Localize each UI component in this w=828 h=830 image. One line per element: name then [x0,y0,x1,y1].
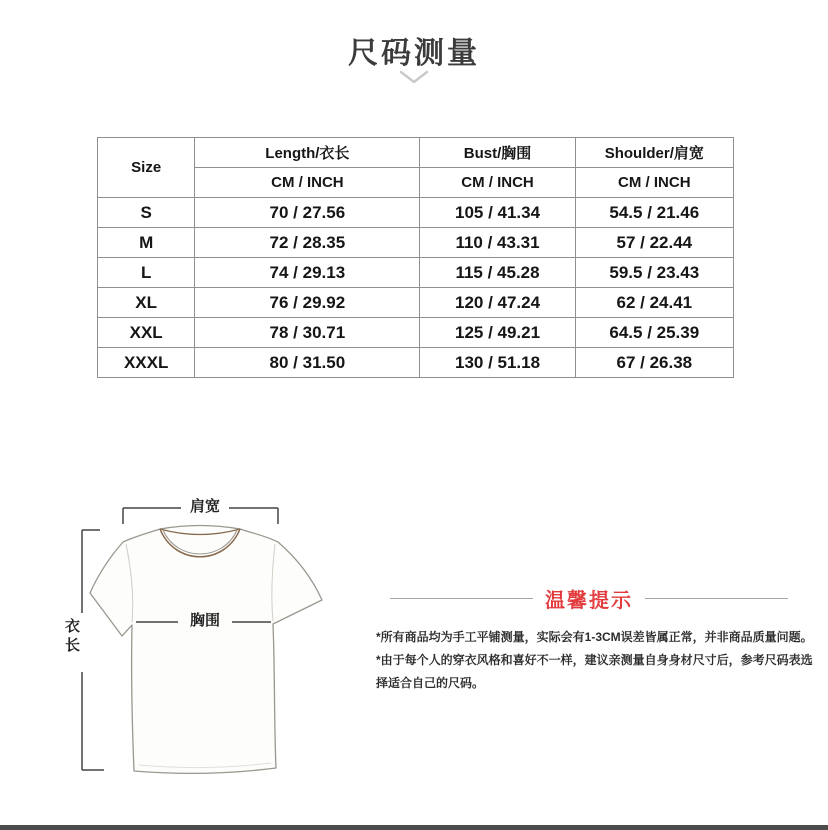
shoulder-cell: 67 / 26.38 [575,348,733,378]
tshirt-outline [90,526,322,774]
bust-cell: 120 / 47.24 [420,288,575,318]
page-title: 尺码测量 [348,37,480,70]
unit-header-length: CM / INCH [195,168,420,198]
size-cell: XXXL [98,348,195,378]
shoulder-cell: 64.5 / 25.39 [575,318,733,348]
size-cell: L [98,258,195,288]
bust-cell: 110 / 43.31 [420,228,575,258]
tip-item: *所有商品均为手工平铺测量，实际会有1-3CM误差皆属正常，并非商品质量问题。 [376,630,813,644]
size-cell: M [98,228,195,258]
bust-cell: 125 / 49.21 [420,318,575,348]
length-cell: 70 / 27.56 [195,198,420,228]
shoulder-cell: 59.5 / 23.43 [575,258,733,288]
length-cell: 74 / 29.13 [195,258,420,288]
unit-header-shoulder: CM / INCH [575,168,733,198]
tips-body [376,626,816,695]
length-cell: 80 / 31.50 [195,348,420,378]
tips-header [390,584,788,613]
unit-header-bust: CM / INCH [420,168,575,198]
length-cell: 72 / 28.35 [195,228,420,258]
table-row [98,258,734,288]
size-cell: XXL [98,318,195,348]
size-cell: XL [98,288,195,318]
tshirt-illustration [60,470,380,805]
col-header-bust: Bust/胸围 [420,138,575,168]
table-row [98,348,734,378]
col-header-size: Size [98,138,195,198]
length-cell: 78 / 30.71 [195,318,420,348]
length-cell: 76 / 29.92 [195,288,420,318]
divider-line-right [645,598,788,599]
size-cell: S [98,198,195,228]
col-header-length: Length/衣长 [195,138,420,168]
bust-cell: 115 / 45.28 [420,258,575,288]
table-row [98,228,734,258]
length-label: 衣长 [63,618,80,656]
tshirt-measure-diagram [60,470,380,805]
tips-title: 温馨提示 [545,590,633,612]
page-header [0,28,828,72]
divider-line-left [390,598,533,599]
bust-label: 胸围 [189,612,220,629]
bust-cell: 130 / 51.18 [420,348,575,378]
shoulder-cell: 57 / 22.44 [575,228,733,258]
chevron-down-icon [399,69,429,85]
tip-item: *由于每个人的穿衣风格和喜好不一样，建议亲测量自身身材尺寸后，参考尺码表选择适合自己的尺码。 [376,653,813,690]
table-row [98,318,734,348]
bottom-divider-bar [0,825,828,830]
table-row [98,288,734,318]
tips-section [376,584,816,695]
size-table [97,137,734,378]
col-header-shoulder: Shoulder/肩宽 [575,138,733,168]
length-bracket-line [82,530,104,770]
shoulder-cell: 54.5 / 21.46 [575,198,733,228]
bust-cell: 105 / 41.34 [420,198,575,228]
table-row [98,198,734,228]
shoulder-width-label: 肩宽 [189,498,220,515]
shoulder-cell: 62 / 24.41 [575,288,733,318]
